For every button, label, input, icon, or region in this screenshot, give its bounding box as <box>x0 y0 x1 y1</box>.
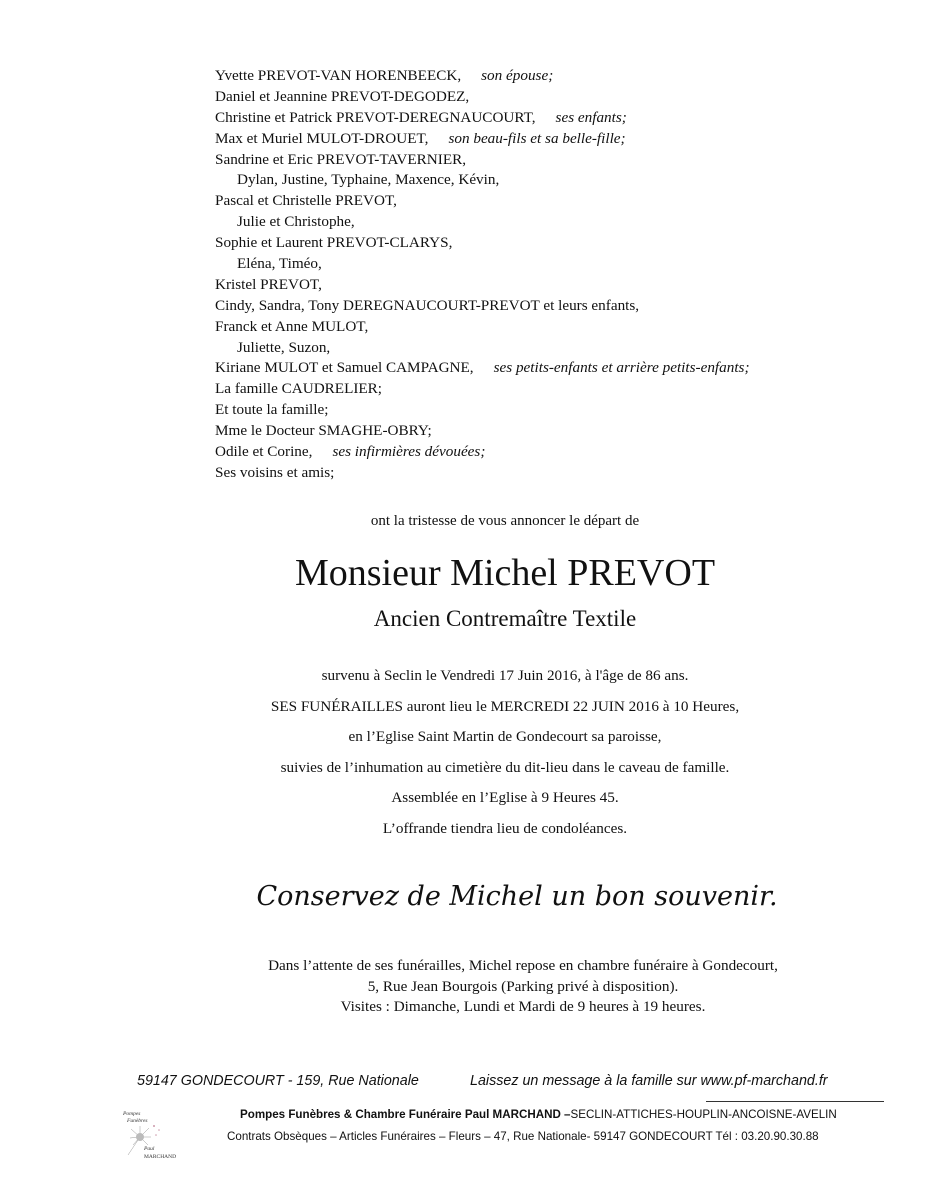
family-line <box>215 87 915 108</box>
family-line <box>215 108 915 129</box>
family-member-name: Franck et Anne MULOT, <box>215 317 369 335</box>
family-line <box>215 233 915 254</box>
family-member-name: Yvette PREVOT-VAN HORENBEECK, <box>215 67 462 84</box>
family-line <box>215 338 915 359</box>
family-member-name: Ses voisins et amis; <box>215 463 335 481</box>
family-line <box>215 317 915 338</box>
family-line <box>215 66 915 87</box>
family-line <box>215 212 915 233</box>
family-line <box>215 442 915 463</box>
family-member-name: Odile et Corine, <box>215 443 313 461</box>
family-line <box>215 170 915 191</box>
family-member-name: Sophie et Laurent PREVOT-CLARYS, <box>215 234 453 252</box>
funeral-home-logo <box>116 1107 178 1162</box>
family-member-name: Mme le Docteur SMAGHE-OBRY; <box>215 422 432 440</box>
family-list <box>215 66 915 484</box>
family-member-name: Eléna, Timéo, <box>237 255 322 273</box>
funeral-notice <box>0 666 947 849</box>
notice-line: survenu à Seclin le Vendredi 17 Juin 2016, à l'âge de 86 ans. <box>321 667 689 684</box>
dandelion-logo-icon <box>116 1107 178 1162</box>
notice-line: en l’Eglise Saint Martin de Gondecourt sa paroisse, <box>348 728 662 745</box>
announcement-intro: ont la tristesse de vous annoncer le départ de <box>370 513 640 529</box>
family-line <box>215 463 915 484</box>
family-member-name: Kristel PREVOT, <box>215 275 322 293</box>
family-member-name: Juliette, Suzon, <box>237 338 331 356</box>
family-line <box>215 191 915 212</box>
company-name: Pompes Funèbres & Chambre Funéraire Paul MARCHAND – <box>240 1108 571 1121</box>
company-towns: SECLIN-ATTICHES-HOUPLIN-ANCOISNE-AVELIN <box>570 1108 837 1121</box>
notice-line: suivies de l’inhumation au cimetière du dit-lieu dans le caveau de famille. <box>280 758 730 776</box>
family-member-name: Dylan, Justine, Typhaine, Maxence, Kévin, <box>237 171 500 189</box>
visitation-line: 5, Rue Jean Bourgois (Parking privé à disposition). <box>367 977 679 995</box>
family-member-name: Pascal et Christelle PREVOT, <box>215 192 397 210</box>
visitation-line: Dans l’attente de ses funérailles, Michel repose en chambre funéraire à Gondecourt, <box>268 957 778 974</box>
company-line <box>240 1108 837 1121</box>
family-relation: ses enfants; <box>555 108 627 126</box>
family-line <box>215 358 915 379</box>
footer-address: 59147 GONDECOURT - 159, Rue Nationale <box>137 1073 419 1089</box>
notice-line: SES FUNÉRAILLES auront lieu le MERCREDI 22 JUIN 2016 à 10 Heures, <box>270 697 740 715</box>
family-member-name: Christine et Patrick PREVOT-DEREGNAUCOURT, <box>215 108 536 126</box>
family-relation: ses infirmières dévouées; <box>332 443 486 461</box>
family-member-name: Cindy, Sandra, Tony DEREGNAUCOURT-PREVOT et leurs enfants, <box>215 296 640 314</box>
footer-website-message[interactable]: Laissez un message à la famille sur www.pf-marchand.fr <box>470 1073 828 1089</box>
notice-line: L’offrande tiendra lieu de condoléances. <box>382 819 628 837</box>
family-line <box>215 400 915 421</box>
family-line <box>215 296 915 317</box>
family-line <box>215 129 915 150</box>
company-services: Contrats Obsèques – Articles Funéraires – Fleurs – 47, Rue Nationale- 59147 GONDECOURT Tél : 03.20.90.30.88 <box>227 1130 819 1143</box>
footer-address-line <box>137 1073 897 1089</box>
logo-line-3: Paul <box>144 1146 155 1152</box>
notice-line: Assemblée en l’Eglise à 9 Heures 45. <box>391 789 619 806</box>
family-member-name: Julie et Christophe, <box>237 213 355 231</box>
visitation-info <box>0 956 947 1018</box>
family-member-name: La famille CAUDRELIER; <box>215 380 383 398</box>
logo-line-2: Funèbres <box>127 1118 148 1124</box>
deceased-name: Monsieur Michel PREVOT <box>294 552 716 594</box>
family-member-name: Daniel et Jeannine PREVOT-DEGODEZ, <box>215 87 470 105</box>
family-line <box>215 254 915 275</box>
family-relation: son épouse; <box>481 67 554 84</box>
family-relation: son beau-fils et sa belle-fille; <box>448 129 626 147</box>
family-member-name: Kiriane MULOT et Samuel CAMPAGNE, <box>215 359 474 377</box>
deceased-title: Ancien Contremaître Textile <box>373 606 637 631</box>
family-member-name: Et toute la famille; <box>215 401 329 419</box>
visitation-line: Visites : Dimanche, Lundi et Mardi de 9 heures à 19 heures. <box>340 998 706 1015</box>
family-line <box>215 379 915 400</box>
family-line <box>215 275 915 296</box>
family-relation: ses petits-enfants et arrière petits-enfants; <box>493 359 750 377</box>
family-line <box>215 150 915 171</box>
family-line <box>215 421 915 442</box>
logo-line-1: Pompes <box>123 1111 141 1117</box>
footer-divider <box>706 1101 884 1102</box>
memorial-motto: Conservez de Michel un bon souvenir. <box>256 881 778 912</box>
logo-line-4: MARCHAND <box>144 1154 177 1160</box>
family-member-name: Max et Muriel MULOT-DROUET, <box>215 129 429 147</box>
family-member-name: Sandrine et Eric PREVOT-TAVERNIER, <box>215 150 467 168</box>
